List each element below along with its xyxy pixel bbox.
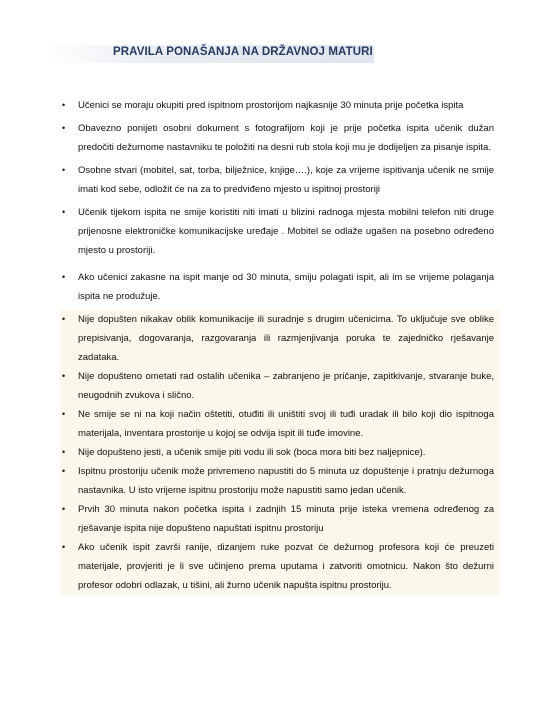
bullet-icon: • <box>62 504 66 514</box>
list-item <box>60 119 500 157</box>
list-item-text: Ne smije se ni na koji način oštetiti, otuđiti ili uništiti svoj ili tuđi uradak ili bilo koji dio ispitnoga materijala, inventara prostorije u kojoj se odvija ispit ili tuđe imovine. <box>78 409 494 439</box>
list-item <box>60 161 500 199</box>
bullet-icon: • <box>62 314 66 324</box>
list-item <box>60 500 500 538</box>
bullet-icon: • <box>62 165 66 175</box>
list-item <box>60 462 500 500</box>
list-item-text: Učenici se moraju okupiti pred ispitnom prostorijom najkasnije 30 minuta prije početka ispita <box>78 100 464 111</box>
bullet-icon: • <box>62 100 66 110</box>
bullet-icon: • <box>62 123 66 133</box>
list-item-text: Ispitnu prostoriju učenik može privremeno napustiti do 5 minuta uz dopuštenje i pratnju dežurnoga nastavnika. U isto vrijeme ispitnu prostoriju može napustiti samo jedan učenik. <box>78 466 494 496</box>
list-item <box>60 203 500 260</box>
list-item-text: Ako učenici zakasne na ispit manje od 30 minuta, smiju polagati ispit, ali im se vrijeme polaganja ispita ne produžuje. <box>78 272 494 302</box>
list-item <box>60 538 500 595</box>
rules-list <box>60 96 500 595</box>
list-item <box>60 268 500 306</box>
list-item <box>60 405 500 443</box>
list-item-text: Učenik tijekom ispita ne smije koristiti niti imati u blizini radnoga mjesta mobilni telefon niti druge prijenosne elektroničke komunikacijske uređaje . Mobitel se odlaže ugašen na posebno određeno mjesto u prostoriji. <box>78 207 494 256</box>
bullet-icon: • <box>62 447 66 457</box>
bullet-icon: • <box>62 466 66 476</box>
list-item-text: Osobne stvari (mobitel, sat, torba, bilježnice, knjige….), koje za vrijeme ispitivanja učenik ne smije imati kod sebe, odložit će na za to predviđeno mjesto u ispitnoj prostoriji <box>78 165 494 195</box>
list-item-text: Nije dopušteno jesti, a učenik smije piti vodu ili sok (boca mora biti bez naljepnice). <box>78 447 426 458</box>
bullet-icon: • <box>62 409 66 419</box>
list-item <box>60 367 500 405</box>
list-item <box>60 310 500 367</box>
list-item-text: Nije dopušteno ometati rad ostalih učenika – zabranjeno je pričanje, zapitkivanje, stvaranje buke, neugodnih zvukova i slično. <box>78 371 494 401</box>
page-title: PRAVILA PONAŠANJA NA DRŽAVNOJ MATURI <box>113 46 373 58</box>
list-item-text: Ako učenik ispit završi ranije, dizanjem ruke pozvat će dežurnog profesora koji će preuzeti materijale, provjeriti je li sve učinjeno prema uputama i zatvoriti omotnicu. Nakon što dežurni profesor odobri odlazak, u tišini, ali žurno učenik napušta ispitnu prostoriju. <box>78 542 494 591</box>
bullet-icon: • <box>62 272 66 282</box>
list-item <box>60 443 500 462</box>
bullet-icon: • <box>62 207 66 217</box>
list-item-text: Obavezno ponijeti osobni dokument s fotografijom koji je prije početka ispita učenik dužan predočiti dežurnome nastavniku te položiti na desni rub stola koji mu je dodijeljen za pisanje ispita. <box>78 123 494 153</box>
bullet-icon: • <box>62 371 66 381</box>
list-item <box>60 96 500 115</box>
list-item-text: Prvih 30 minuta nakon početka ispita i zadnjih 15 minuta prije isteka vremena određenog za rješavanje ispita nije dopušteno napuštati ispitnu prostoriju <box>78 504 494 534</box>
bullet-icon: • <box>62 542 66 552</box>
list-item-text: Nije dopušten nikakav oblik komunikacije ili suradnje s drugim učenicima. To uključuje sve oblike prepisivanja, dogovaranja, razgovaranja ili razmjenjivanja poruka te zajedničko rješavanje zadataka. <box>78 314 494 363</box>
